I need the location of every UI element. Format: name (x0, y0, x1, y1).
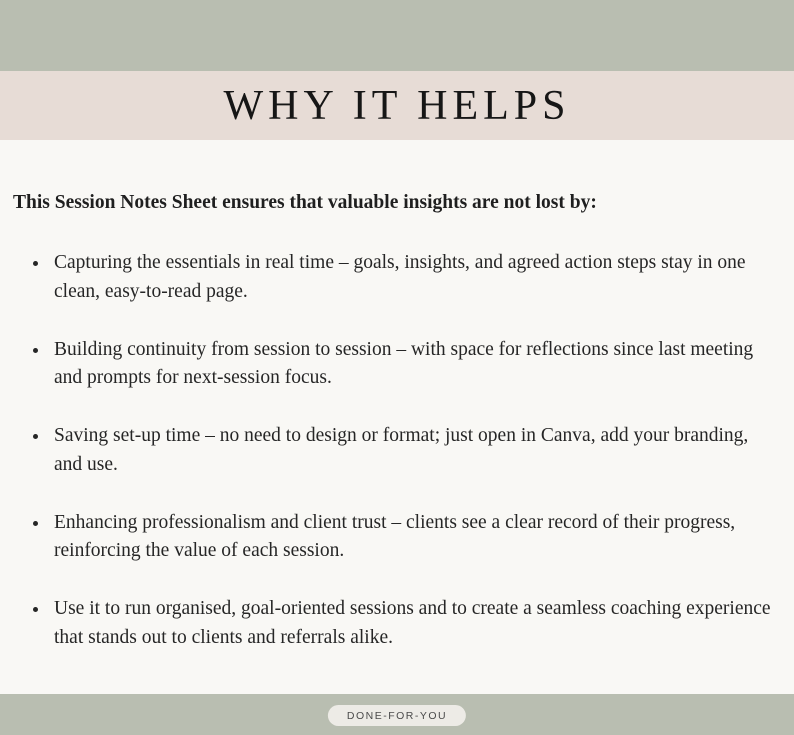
page-title: WHY IT HELPS (223, 82, 571, 129)
done-for-you-badge: DONE-FOR-YOU (328, 705, 466, 726)
main-content (0, 140, 794, 694)
intro-heading: This Session Notes Sheet ensures that valuable insights are not lost by: (13, 192, 597, 213)
list-item: • Capturing the essentials in real time – goals, insights, and agreed action steps stay in one clean, easy-to-read page. (50, 249, 774, 306)
list-item: • Use it to run organised, goal-oriented sessions and to create a seamless coaching experience that stands out to clients and referrals alike. (50, 595, 774, 652)
list-item: • Enhancing professionalism and client trust – clients see a clear record of their progress, reinforcing the value of each session. (50, 509, 774, 566)
top-color-band (0, 0, 794, 71)
benefits-list (13, 249, 774, 652)
list-item: • Saving set-up time – no need to design or format; just open in Canva, add your branding, and use. (50, 422, 774, 479)
list-item: • Building continuity from session to session – with space for reflections since last meeting and prompts for next-session focus. (50, 336, 774, 393)
title-band (0, 71, 794, 140)
